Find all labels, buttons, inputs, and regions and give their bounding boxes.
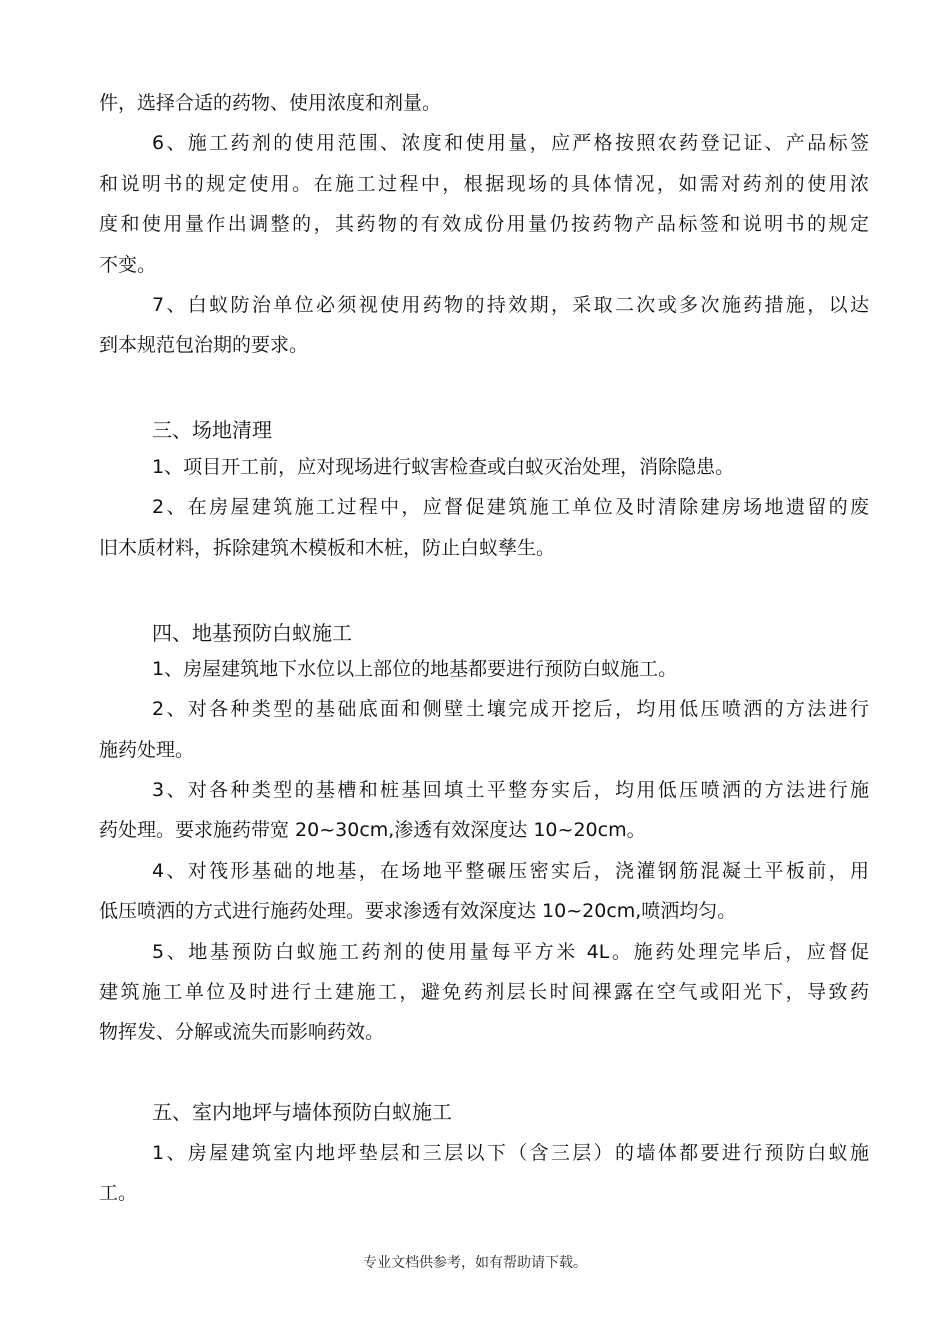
text-line: 物挥发、分解或流失而影响药效。 [99, 1021, 385, 1043]
section-heading-5: 五、室内地坪与墙体预防白蚁施工 [152, 1100, 452, 1124]
text-line: 不变。 [99, 254, 157, 276]
text-line: 2、在房屋建筑施工过程中，应督促建筑施工单位及时清除建房场地遗留的废 [152, 496, 869, 518]
text-line: 件，选择合适的药物、使用浓度和剂量。 [99, 92, 442, 114]
paragraph-6-line-1: 6、施工药剂的使用范围、浓度和使用量，应严格按照农药登记证、产品标签 [152, 132, 869, 154]
text-line: 3、对各种类型的基槽和桩基回填土平整夯实后，均用低压喷洒的方法进行施 [152, 779, 869, 801]
text-line: 2、对各种类型的基础底面和侧壁土壤完成开挖后，均用低压喷洒的方法进行 [152, 698, 869, 720]
text-line: 药处理。要求施药带宽 20~30cm,渗透有效深度达 10~20cm。 [99, 819, 646, 841]
text-line: 1、房屋建筑地下水位以上部位的地基都要进行预防白蚁施工。 [152, 658, 678, 680]
text-line: 低压喷洒的方式进行施药处理。要求渗透有效深度达 10~20cm,喷洒均匀。 [99, 900, 737, 922]
text-line: 旧木质材料，拆除建筑木模板和木桩，防止白蚁孳生。 [99, 537, 556, 559]
text-line: 4、对筏形基础的地基，在场地平整碾压密实后，浇灌钢筋混凝土平板前，用 [152, 860, 869, 882]
text-line: 到本规范包治期的要求。 [99, 334, 309, 356]
text-line: 和说明书的规定使用。在施工过程中，根据现场的具体情况，如需对药剂的使用浓 [99, 173, 869, 195]
text-line: 1、项目开工前，应对现场进行蚁害检查或白蚁灭治处理，消除隐患。 [152, 456, 735, 478]
text-line: 5、地基预防白蚁施工药剂的使用量每平方米 4L。施药处理完毕后，应督促 [152, 941, 869, 963]
page-footer: 专业文档供参考，如有帮助请下载。 [363, 1255, 587, 1271]
text-line: 工。 [99, 1182, 138, 1204]
paragraph-7-line-1: 7、白蚁防治单位必须视使用药物的持效期，采取二次或多次施药措施，以达 [152, 294, 869, 316]
text-line: 度和使用量作出调整的，其药物的有效成份用量仍按药物产品标签和说明书的规定 [99, 213, 869, 235]
section-heading-4: 四、地基预防白蚁施工 [152, 621, 352, 645]
text-line: 1、房屋建筑室内地坪垫层和三层以下（含三层）的墙体都要进行预防白蚁施 [152, 1142, 869, 1164]
text-line: 建筑施工单位及时进行土建施工，避免药剂层长时间裸露在空气或阳光下，导致药 [99, 981, 869, 1003]
section-heading-3: 三、场地清理 [152, 418, 272, 442]
text-line: 施药处理。 [99, 739, 195, 761]
